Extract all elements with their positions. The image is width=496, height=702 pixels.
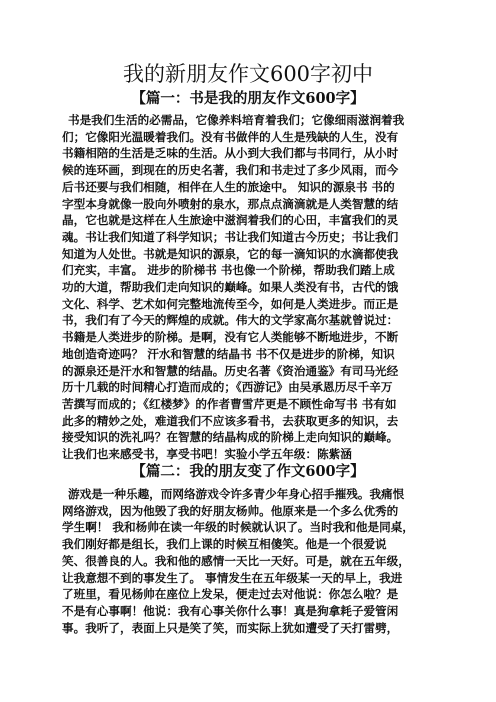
paragraph-line: 历十几载的时间精心打造而成的；《西游记》由吴承恩历尽千辛万 (62, 380, 393, 395)
paragraph-line: 文化、科学、艺术如何完整地流传至今，如何是人类进步。而正是 (62, 296, 399, 311)
document-title: 我的新朋友作文600字初中 (122, 62, 374, 86)
paragraph-line: 让我们也来感受书，享受书吧！实验小学五年级：陈紫涵 (62, 447, 352, 462)
section-heading-2: 【篇二：我的朋友变了作文600字】 (131, 463, 365, 480)
paragraph-line: 候的连环画，到现在的历史名著，我们和书走过了多少风雨，而今 (62, 163, 399, 178)
paragraph-line: 们；它像阳光温暖着我们。没有书做伴的人生是残缺的人生，没有 (62, 129, 399, 144)
paragraph-line: 晶，它也就是这样在人生旅途中滋润着我们的心田，丰富我们的灵 (62, 213, 399, 228)
paragraph-line: 让我意想不到的事发生了。 事情发生在五年级某一天的早上，我进 (62, 570, 403, 585)
paragraph-line: 们充实，丰富。 进步的阶梯书 书也像一个阶梯，帮助我们踏上成 (62, 263, 395, 278)
paragraph-line: 书籍相陪的生活是乏味的生活。从小到大我们都与书同行，从小时 (62, 146, 399, 161)
paragraph-line: 苦撰写而成的；《红楼梦》的作者曹雪芹更是不顾性命写书 书有如 (62, 396, 397, 411)
section-body-1 (62, 112, 438, 463)
paragraph-line: 魂。书让我们知道了科学知识；书让我们知道古今历史；书让我们 (62, 229, 399, 244)
paragraph-line: 书是我们生活的必需品，它像养料培育着我们；它像细雨滋润着我 (68, 113, 405, 127)
paragraph-line: 接受知识的洗礼吗？在智慧的结晶构成的阶梯上走向知识的巅峰。 (62, 430, 399, 445)
section-body-2 (62, 486, 438, 636)
paragraph-line: 我们刚好都是组长，我们上课的时候互相傻笑。他是一个很爱说 (62, 537, 387, 552)
paragraph-line: 功的大道，帮助我们走向知识的巅峰。如果人类没有书，古代的饿 (62, 280, 399, 295)
paragraph-line: 不是有心事啊！他说：我有心事关你什么事！真是狗拿耗子爱管闲 (62, 603, 399, 618)
paragraph-line: 游戏是一种乐趣，而网络游戏令许多青少年身心招手摧残。我痛恨 (68, 487, 405, 501)
paragraph-line: 的源泉还是汗水和智慧的结晶。历史名著《资治通鉴》有司马光经 (62, 363, 399, 378)
section-heading-1: 【篇一：书是我的朋友作文600字】 (131, 90, 365, 107)
paragraph-line: 了班里，看见杨帅在座位上发呆，便走过去对他说：你怎么啦？是 (62, 587, 399, 602)
paragraph-line: 字型本身就像一股向外喷射的泉水，那点点滴滴就是人类智慧的结 (62, 196, 399, 211)
paragraph-line: 笑、很善良的人。我和他的感情一天比一天好。可是，就在五年级， (62, 553, 410, 568)
paragraph-line: 书籍是人类进步的阶梯。是啊，没有它人类能够不断地进步，不断 (62, 330, 399, 345)
paragraph-line: 地创造奇迹吗？ 汗水和智慧的结晶书 书不仅是进步的阶梯，知识 (62, 346, 395, 361)
paragraph-line: 此多的精妙之处，难道我们不应该多看书，去获取更多的知识，去 (62, 413, 399, 428)
paragraph-line: 事。我听了，表面上只是笑了笑，而实际上犹如遭受了天打雷劈， (62, 620, 399, 635)
paragraph-line: 网络游戏，因为他毁了我的好朋友杨帅。他原来是一个多么优秀的 (62, 503, 399, 518)
paragraph-line: 书，我们有了今天的辉煌的成就。伟大的文学家高尔基就曾说过： (62, 313, 399, 328)
paragraph-line: 知道为人处世。书就是知识的源泉，它的每一滴知识的水滴都使我 (62, 246, 399, 261)
paragraph-line: 后书还要与我们相随，相伴在人生的旅途中。 知识的源泉书 书的 (62, 179, 395, 194)
paragraph-line: 学生啊！ 我和杨帅在读一年级的时候就认识了。当时我和他是同桌， (62, 520, 414, 535)
